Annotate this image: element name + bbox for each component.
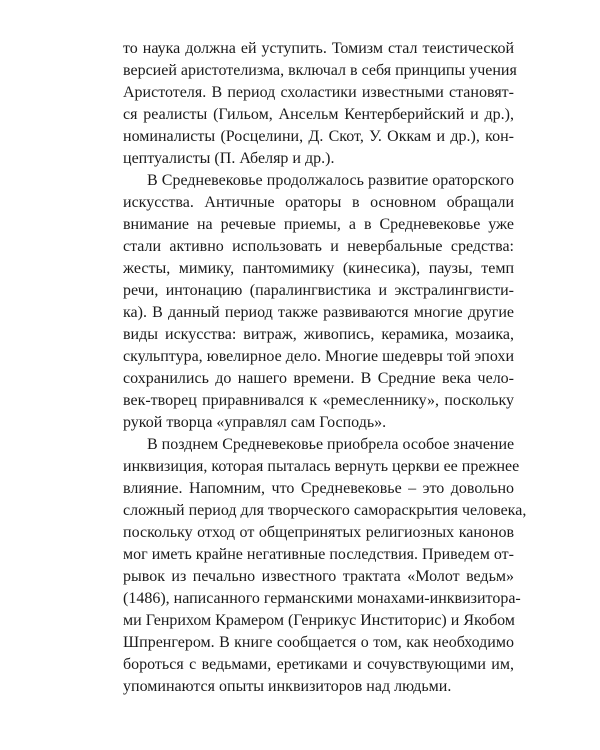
text-line: рукой творца «управлял сам Господь». (123, 414, 387, 431)
text-line: внимание на речевые приемы, а в Средневековье уже (123, 216, 514, 233)
text-line: сохранились до нашего времени. В Средние века чело- (123, 370, 514, 387)
text-line: версией аристотелизма, включал в себя принципы учения (123, 62, 517, 79)
text-line: скульптура, ювелирное дело. Многие шедевры той эпохи (123, 348, 514, 365)
text-line: ми Генрихом Крамером (Генрикус Инститорис) и Якобом (123, 612, 515, 629)
text-line: цептуалисты (П. Абеляр и др.). (123, 150, 335, 167)
text-line: упоминаются опыты инквизиторов над людьми. (123, 678, 452, 695)
text-line: сложный период для творческого самораскрытия человека, (123, 502, 527, 519)
text-line: В Средневековье продолжалось развитие ораторского (147, 172, 514, 189)
text-line: искусства. Античные ораторы в основном обращали (123, 194, 514, 211)
text-line: то наука должна ей уступить. Томизм стал теистической (123, 40, 514, 57)
text-line: влияние. Напомним, что Средневековье – это довольно (123, 480, 514, 497)
text-line: бороться с ведьмами, еретиками и сочувствующими им, (123, 656, 514, 673)
text-line: ся реалисты (Гильом, Ансельм Кентерберийский и др.), (123, 106, 514, 123)
text-line: ка). В данный период также развиваются многие другие (123, 304, 514, 321)
text-line: виды искусства: витраж, живопись, керамика, мозаика, (123, 326, 514, 343)
text-line: Шпренгером. В книге сообщается о том, как необходимо (123, 634, 514, 651)
text-line: (1486), написанного германскими монахами-инквизитора- (123, 590, 521, 607)
text-line: век-творец приравнивался к «ремесленнику», поскольку (123, 392, 514, 409)
text-line: Аристотеля. В период схоластики известными становят- (123, 84, 514, 101)
text-line: жесты, мимику, пантомимику (кинесика), паузы, темп (123, 260, 514, 277)
text-line: мог иметь крайне негативные последствия. Приведем от- (123, 546, 514, 563)
text-line: инквизиция, которая пыталась вернуть церкви ее прежнее (123, 458, 520, 475)
text-line: стали активно использовать и невербальные средства: (123, 238, 514, 255)
text-line: поскольку отход от общепринятых религиозных канонов (123, 524, 514, 541)
text-line: речи, интонацию (паралингвистика и экстралингвисти- (123, 282, 514, 299)
text-line: номиналисты (Росцелини, Д. Скот, У. Оккам и др.), кон- (123, 128, 514, 145)
text-line: В позднем Средневековье приобрела особое значение (147, 436, 515, 453)
text-line: рывок из печально известного трактата «Молот ведьм» (123, 568, 514, 585)
